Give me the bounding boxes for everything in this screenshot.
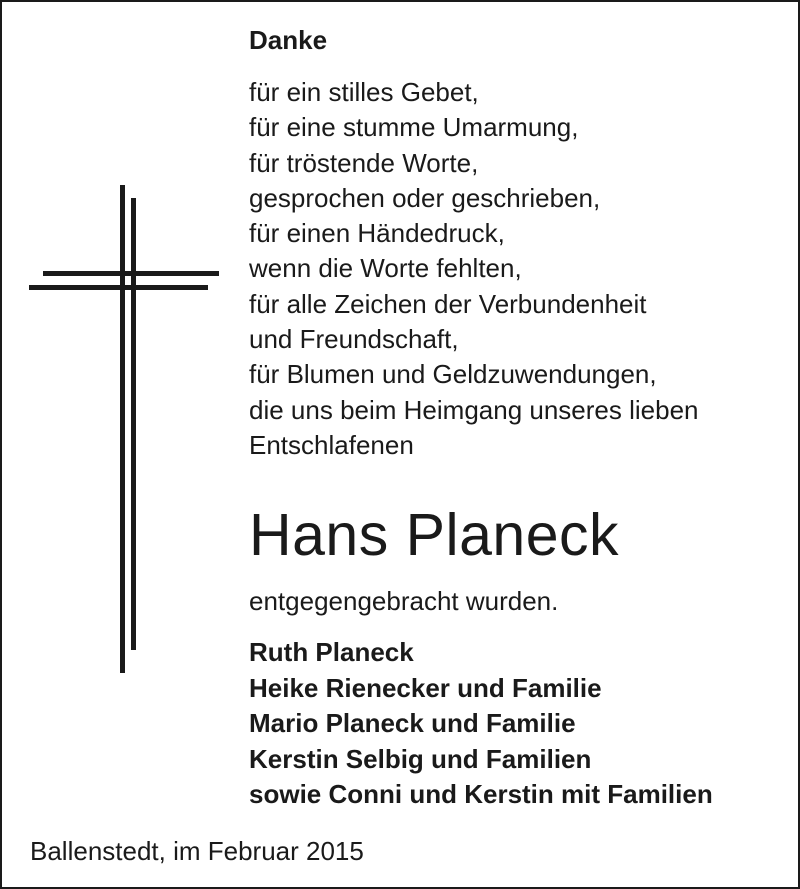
thanks-line: für Blumen und Geldzuwendungen, bbox=[249, 359, 657, 390]
thanks-line: Entschlafenen bbox=[249, 429, 414, 460]
thanks-line: für tröstende Worte, bbox=[249, 147, 479, 178]
notice-heading: Danke bbox=[249, 25, 328, 55]
thanks-line: wenn die Worte fehlten, bbox=[249, 253, 522, 284]
thanks-line: die uns beim Heimgang unseres lieben bbox=[249, 394, 699, 425]
thanks-text bbox=[249, 75, 699, 463]
signer: Mario Planeck und Familie bbox=[249, 708, 576, 738]
signers-list bbox=[249, 635, 713, 813]
thanks-line: für einen Händedruck, bbox=[249, 218, 505, 249]
signer: Kerstin Selbig und Familien bbox=[249, 743, 592, 774]
cross-vertical-right bbox=[131, 198, 136, 650]
closing-line: entgegengebracht wurden. bbox=[249, 586, 559, 616]
thanks-line: für alle Zeichen der Verbundenheit bbox=[249, 288, 647, 319]
signer: Ruth Planeck bbox=[249, 637, 414, 667]
signer: Heike Rienecker und Familie bbox=[249, 672, 602, 703]
deceased-name: Hans Planeck bbox=[249, 502, 620, 568]
cross-vertical-left bbox=[120, 185, 125, 673]
thanks-line: für ein stilles Gebet, bbox=[249, 77, 479, 107]
thanks-line: und Freundschaft, bbox=[249, 324, 459, 355]
signer: sowie Conni und Kerstin mit Familien bbox=[249, 779, 713, 809]
thanks-line: gesprochen oder geschrieben, bbox=[249, 182, 601, 213]
thanks-line: für eine stumme Umarmung, bbox=[249, 112, 579, 143]
cross-horizontal-top bbox=[43, 271, 219, 276]
place-date: Ballenstedt, im Februar 2015 bbox=[30, 836, 364, 866]
cross-horizontal-bottom bbox=[29, 285, 208, 290]
